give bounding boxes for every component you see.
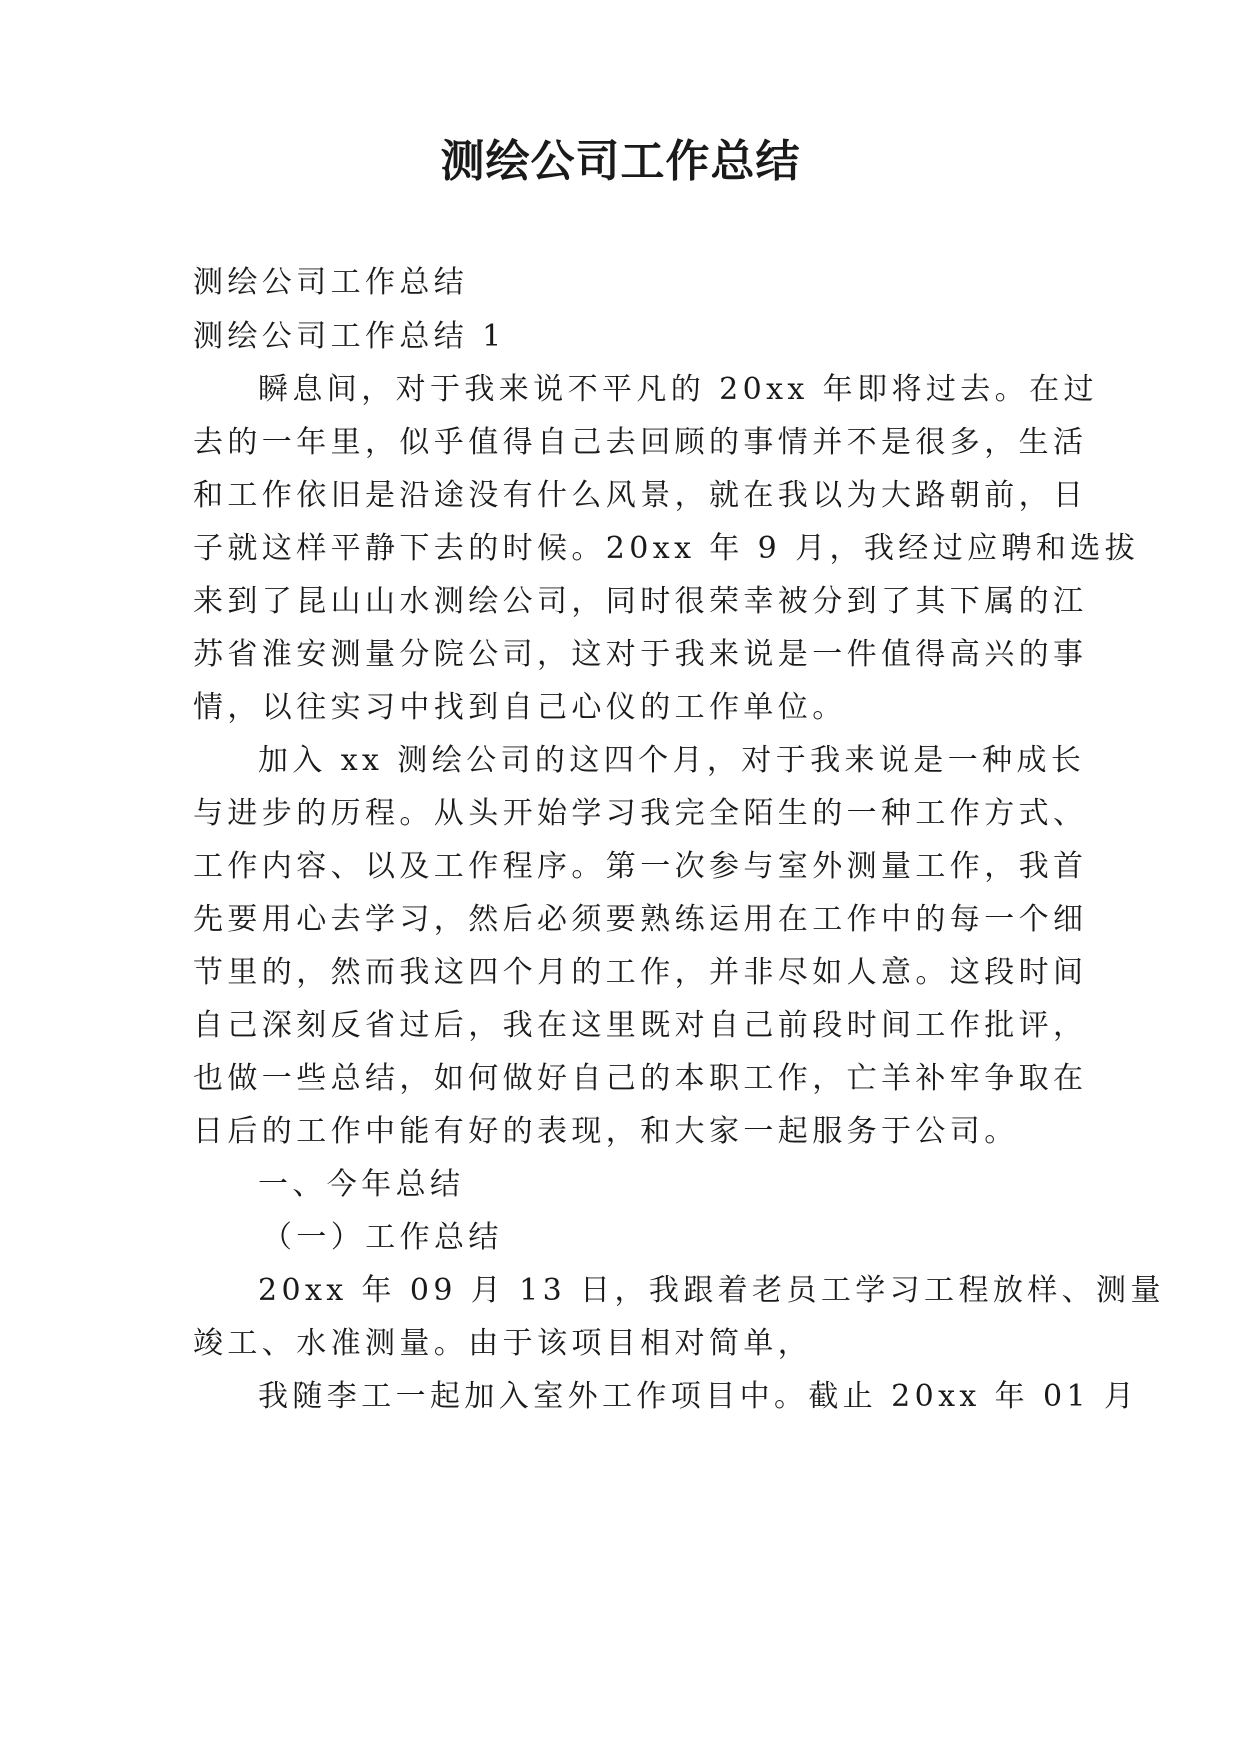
paragraph-2-line-4: 先要用心去学习，然后必须要熟练运用在工作中的每一个细 xyxy=(193,902,1088,937)
paragraph-2-line-6: 自己深刻反省过后，我在这里既对自己前段时间工作批评， xyxy=(193,1008,1088,1043)
subtitle-line: 测绘公司工作总结 xyxy=(193,265,469,300)
paragraph-2-line-2: 与进步的历程。从头开始学习我完全陌生的一种工作方式、 xyxy=(193,796,1088,831)
heading-annual-summary: 一、今年总结 xyxy=(258,1167,465,1202)
paragraph-2-line-8: 日后的工作中能有好的表现，和大家一起服务于公司。 xyxy=(193,1114,1019,1149)
document-title: 测绘公司工作总结 xyxy=(440,136,801,187)
paragraph-1-line-6: 苏省淮安测量分院公司，这对于我来说是一件值得高兴的事 xyxy=(193,637,1088,672)
paragraph-3-line-1: 20xx 年 09 月 13 日，我跟着老员工学习工程放样、测量 xyxy=(258,1273,1165,1308)
paragraph-2-line-3: 工作内容、以及工作程序。第一次参与室外测量工作，我首 xyxy=(193,849,1088,884)
paragraph-4-line-1: 我随李工一起加入室外工作项目中。截止 20xx 年 01 月 xyxy=(258,1379,1139,1414)
paragraph-2-line-5: 节里的，然而我这四个月的工作，并非尽如人意。这段时间 xyxy=(193,955,1088,990)
heading-work-summary: （一）工作总结 xyxy=(262,1220,503,1255)
paragraph-1-line-4: 子就这样平静下去的时候。20xx 年 9 月，我经过应聘和选拔 xyxy=(193,531,1140,566)
paragraph-1-line-2: 去的一年里，似乎值得自己去回顾的事情并不是很多，生活 xyxy=(193,425,1088,460)
section-heading: 测绘公司工作总结 1 xyxy=(193,319,506,354)
paragraph-2-line-1: 加入 xx 测绘公司的这四个月，对于我来说是一种成长 xyxy=(258,743,1086,778)
paragraph-2-line-7: 也做一些总结，如何做好自己的本职工作，亡羊补牢争取在 xyxy=(193,1061,1088,1096)
paragraph-1-line-7: 情，以往实习中找到自己心仪的工作单位。 xyxy=(193,690,847,725)
paragraph-1-line-5: 来到了昆山山水测绘公司，同时很荣幸被分到了其下属的江 xyxy=(193,584,1088,619)
paragraph-3-line-2: 竣工、水准测量。由于该项目相对简单， xyxy=(193,1326,813,1361)
paragraph-1-line-1: 瞬息间，对于我来说不平凡的 20xx 年即将过去。在过 xyxy=(258,372,1098,407)
paragraph-1-line-3: 和工作依旧是沿途没有什么风景，就在我以为大路朝前，日 xyxy=(193,478,1088,513)
